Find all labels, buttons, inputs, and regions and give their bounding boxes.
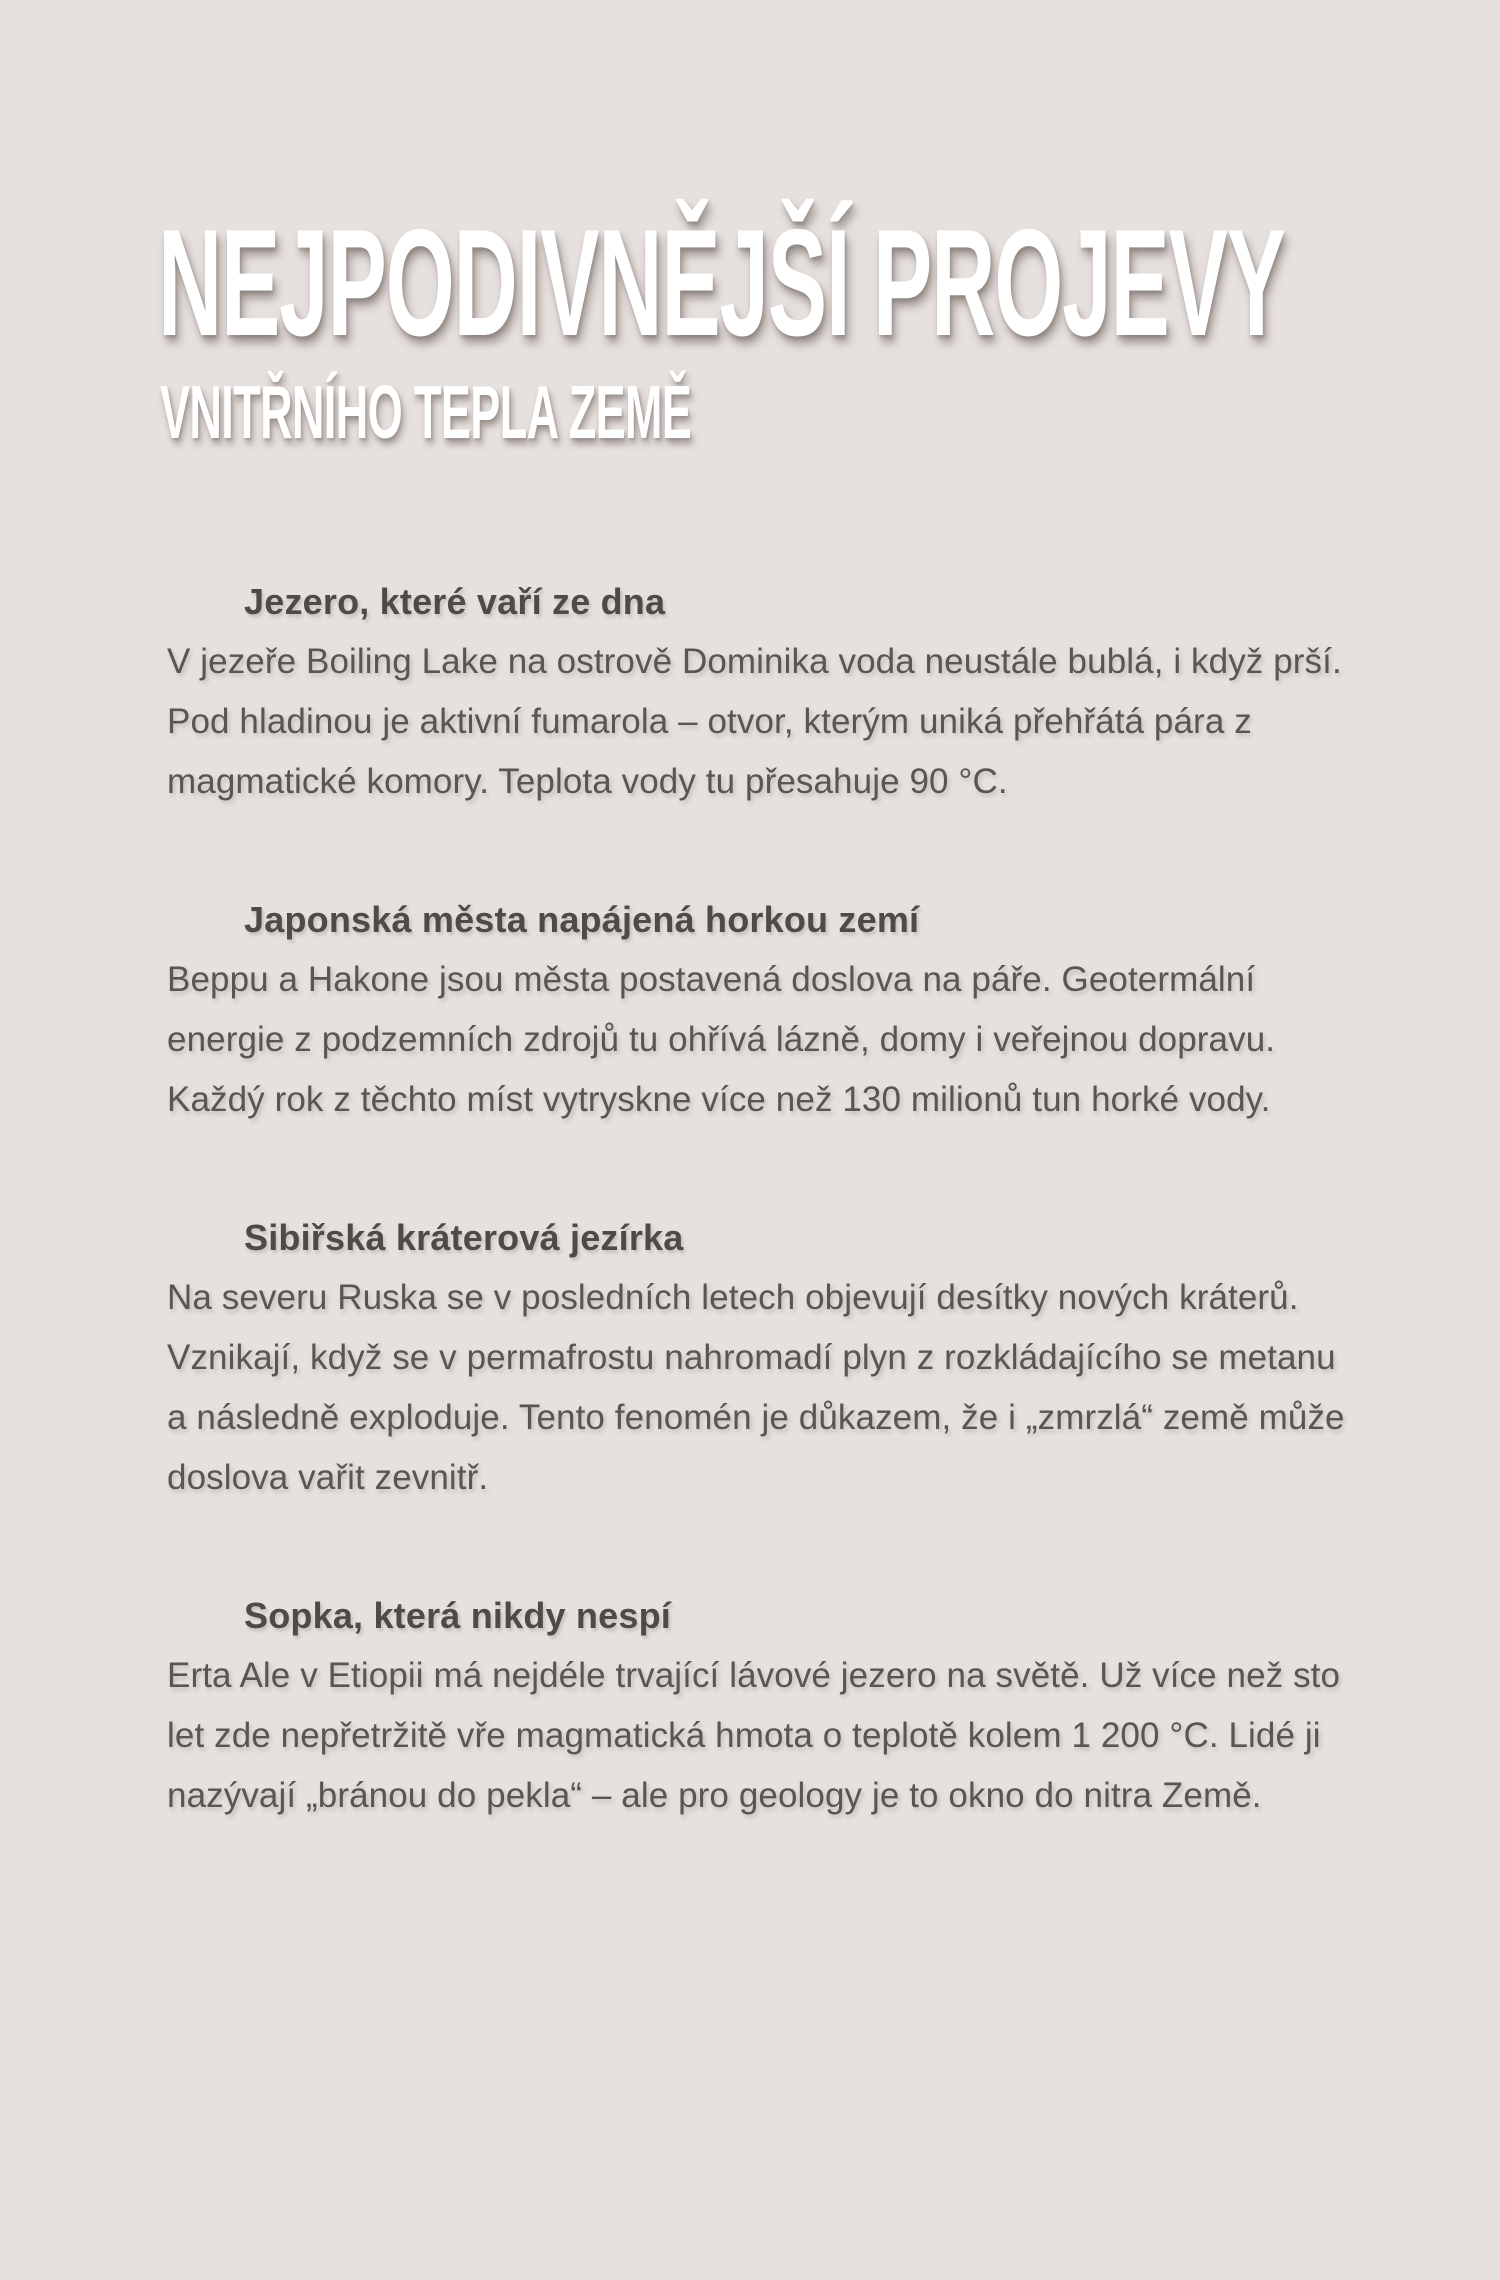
section-heading: Jezero, které vaří ze dna bbox=[244, 581, 666, 623]
article-content bbox=[158, 572, 1390, 1826]
section-heading: Sopka, která nikdy nespí bbox=[244, 1595, 671, 1637]
section-volcano-never-sleeps bbox=[158, 1586, 1390, 1826]
section-boiling-lake bbox=[158, 572, 1390, 812]
section-body: Beppu a Hakone jsou města postavená doslova na páře. Geotermální energie z podzemních zdrojů tu ohřívá lázně, domy i veřejnou dopravu. Každý rok z těchto míst vytryskne více než 130 milionů tun horké vody. bbox=[167, 960, 1276, 1120]
section-body: Na severu Ruska se v posledních letech objevují desítky nových kráterů. Vznikají, když se v permafrostu nahromadí plyn z rozkládajícího se metanu a následně exploduje. Tento fenomén je důkazem, že i „zmrzlá“ země může doslova vařit zevnitř. bbox=[167, 1278, 1345, 1498]
section-japanese-cities bbox=[158, 890, 1390, 1130]
section-body: Erta Ale v Etiopii má nejdéle trvající lávové jezero na světě. Už více než sto let zde nepřetržitě vře magmatická hmota o teplotě kolem 1 200 °C. Lidé ji nazývají „bránou do pekla“ – ale pro geology je to okno do nitra Země. bbox=[167, 1656, 1341, 1816]
page-subtitle bbox=[160, 370, 1390, 455]
section-heading: Japonská města napájená horkou zemí bbox=[244, 899, 920, 941]
page-subtitle-text: VNITŘNÍHO TEPLA ZEMĚ bbox=[160, 370, 692, 455]
page-title-text: NEJPODIVNĚJŠÍ PROJEVY bbox=[158, 198, 1285, 368]
page-title bbox=[158, 198, 1390, 368]
section-siberian-craters bbox=[158, 1208, 1390, 1508]
section-heading: Sibiřská kráterová jezírka bbox=[244, 1217, 684, 1259]
section-body: V jezeře Boiling Lake na ostrově Dominika voda neustále bublá, i když prší. Pod hladinou je aktivní fumarola – otvor, kterým uniká přehřátá pára z magmatické komory. Teplota vody tu přesahuje 90 °C. bbox=[167, 642, 1342, 802]
